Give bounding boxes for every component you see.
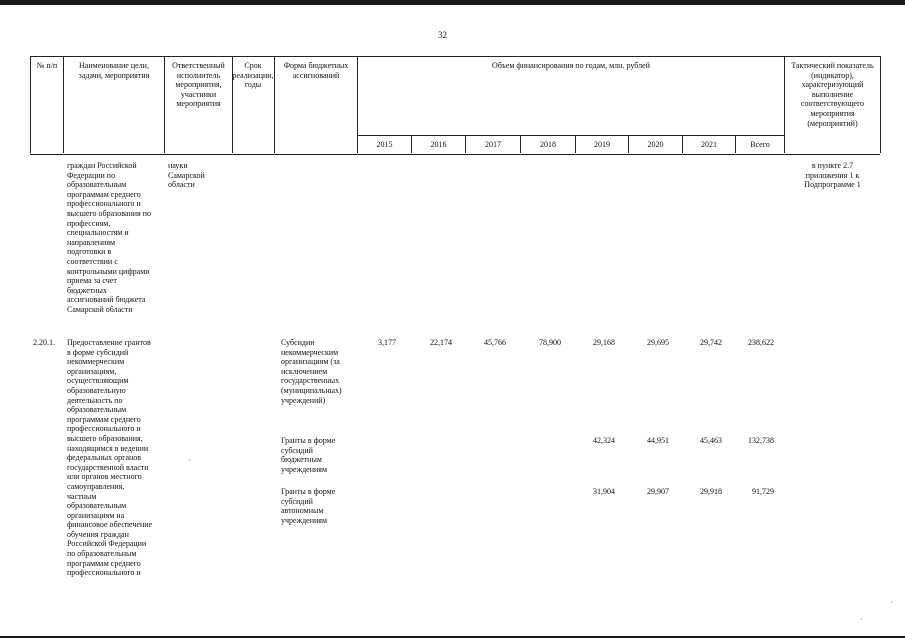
header-num: № п/п <box>36 61 58 70</box>
scan-speck: · <box>890 598 893 607</box>
value-cell: 238,622 <box>748 338 774 347</box>
value-cell: 29,918 <box>700 487 722 496</box>
header-name: Наименование цели, задачи, мероприятия <box>78 61 150 80</box>
value-cell: 132,738 <box>748 436 774 445</box>
year-2019: 2019 <box>594 140 610 149</box>
value-cell: 78,900 <box>539 338 561 347</box>
header-volume: Объем финансирования по годам, млн. рублей <box>492 61 650 70</box>
header-form: Форма бюджетных ассигнований <box>283 61 349 80</box>
top-border <box>0 0 905 5</box>
header-term: Срок реализации, годы <box>232 61 274 90</box>
page-number: 32 <box>438 30 447 40</box>
value-cell: 29,907 <box>647 487 669 496</box>
form-label: Гранты в форме субсидий бюджетным учреждениям <box>281 436 336 474</box>
value-cell: 44,951 <box>647 436 669 445</box>
continuation-indicator: в пункте 2.7 приложения 1 к Подпрограмме 1 <box>804 161 861 190</box>
value-cell: 29,168 <box>593 338 615 347</box>
value-cell: 29,695 <box>647 338 669 347</box>
year-2020: 2020 <box>647 140 664 149</box>
value-cell: 31,904 <box>593 487 615 496</box>
bottom-border <box>0 636 905 638</box>
row-number: 2.20.1. <box>33 338 55 347</box>
year-2015: 2015 <box>376 140 393 149</box>
value-cell: 45,766 <box>484 338 506 347</box>
value-cell: 45,463 <box>700 436 722 445</box>
header-indicator: Тактический показатель (индикатор), характеризующий выполнение соответствующего мероприятия (мероприятий) <box>791 61 874 128</box>
years-divider <box>357 135 784 136</box>
grid-line <box>880 56 881 153</box>
value-cell: 3,177 <box>378 338 396 347</box>
form-label: Субсидии некоммерческим организациям (за исключением государственных (муниципальных) учреждений) <box>281 338 342 405</box>
year-total: Всего <box>750 140 770 149</box>
year-2021: 2021 <box>701 140 717 149</box>
year-2017: 2017 <box>485 140 501 149</box>
value-cell: 29,742 <box>700 338 722 347</box>
scan-speck: · <box>860 615 863 624</box>
value-cell: 91,729 <box>752 487 774 496</box>
continuation-executor: науки Самарской области <box>168 161 205 190</box>
value-cell: 22,174 <box>430 338 452 347</box>
year-2016: 2016 <box>430 140 447 149</box>
continuation-name: граждан Российской Федерации по образовательным программам среднего профессионального и высшего образования по профессиям, специальностям и направлениям подготовки в соответствии с контрольными цифрами приема за счет бюджетных ассигнований бюджета Самарской области <box>67 161 151 314</box>
year-2018: 2018 <box>540 140 556 149</box>
row-name: Предоставление грантов в форме субсидий некоммерческим организациям, осуществляющим образовательную деятельность по образовательным программам среднего профессионального и высшего образования, находящимся в ведении федеральных органов государственной власти или органов местного самоуправления, частным образовательным организациям на финансовое обеспечение обучения граждан Российской Федерации по образовательным программам среднего профессионального и <box>67 338 153 578</box>
scan-speck: · <box>188 456 191 465</box>
header-executor: Ответственный исполнитель мероприятия, участники мероприятия <box>172 61 225 109</box>
value-cell: 42,324 <box>593 436 615 445</box>
form-label: Гранты в форме субсидий автономным учреждениям <box>281 487 336 525</box>
